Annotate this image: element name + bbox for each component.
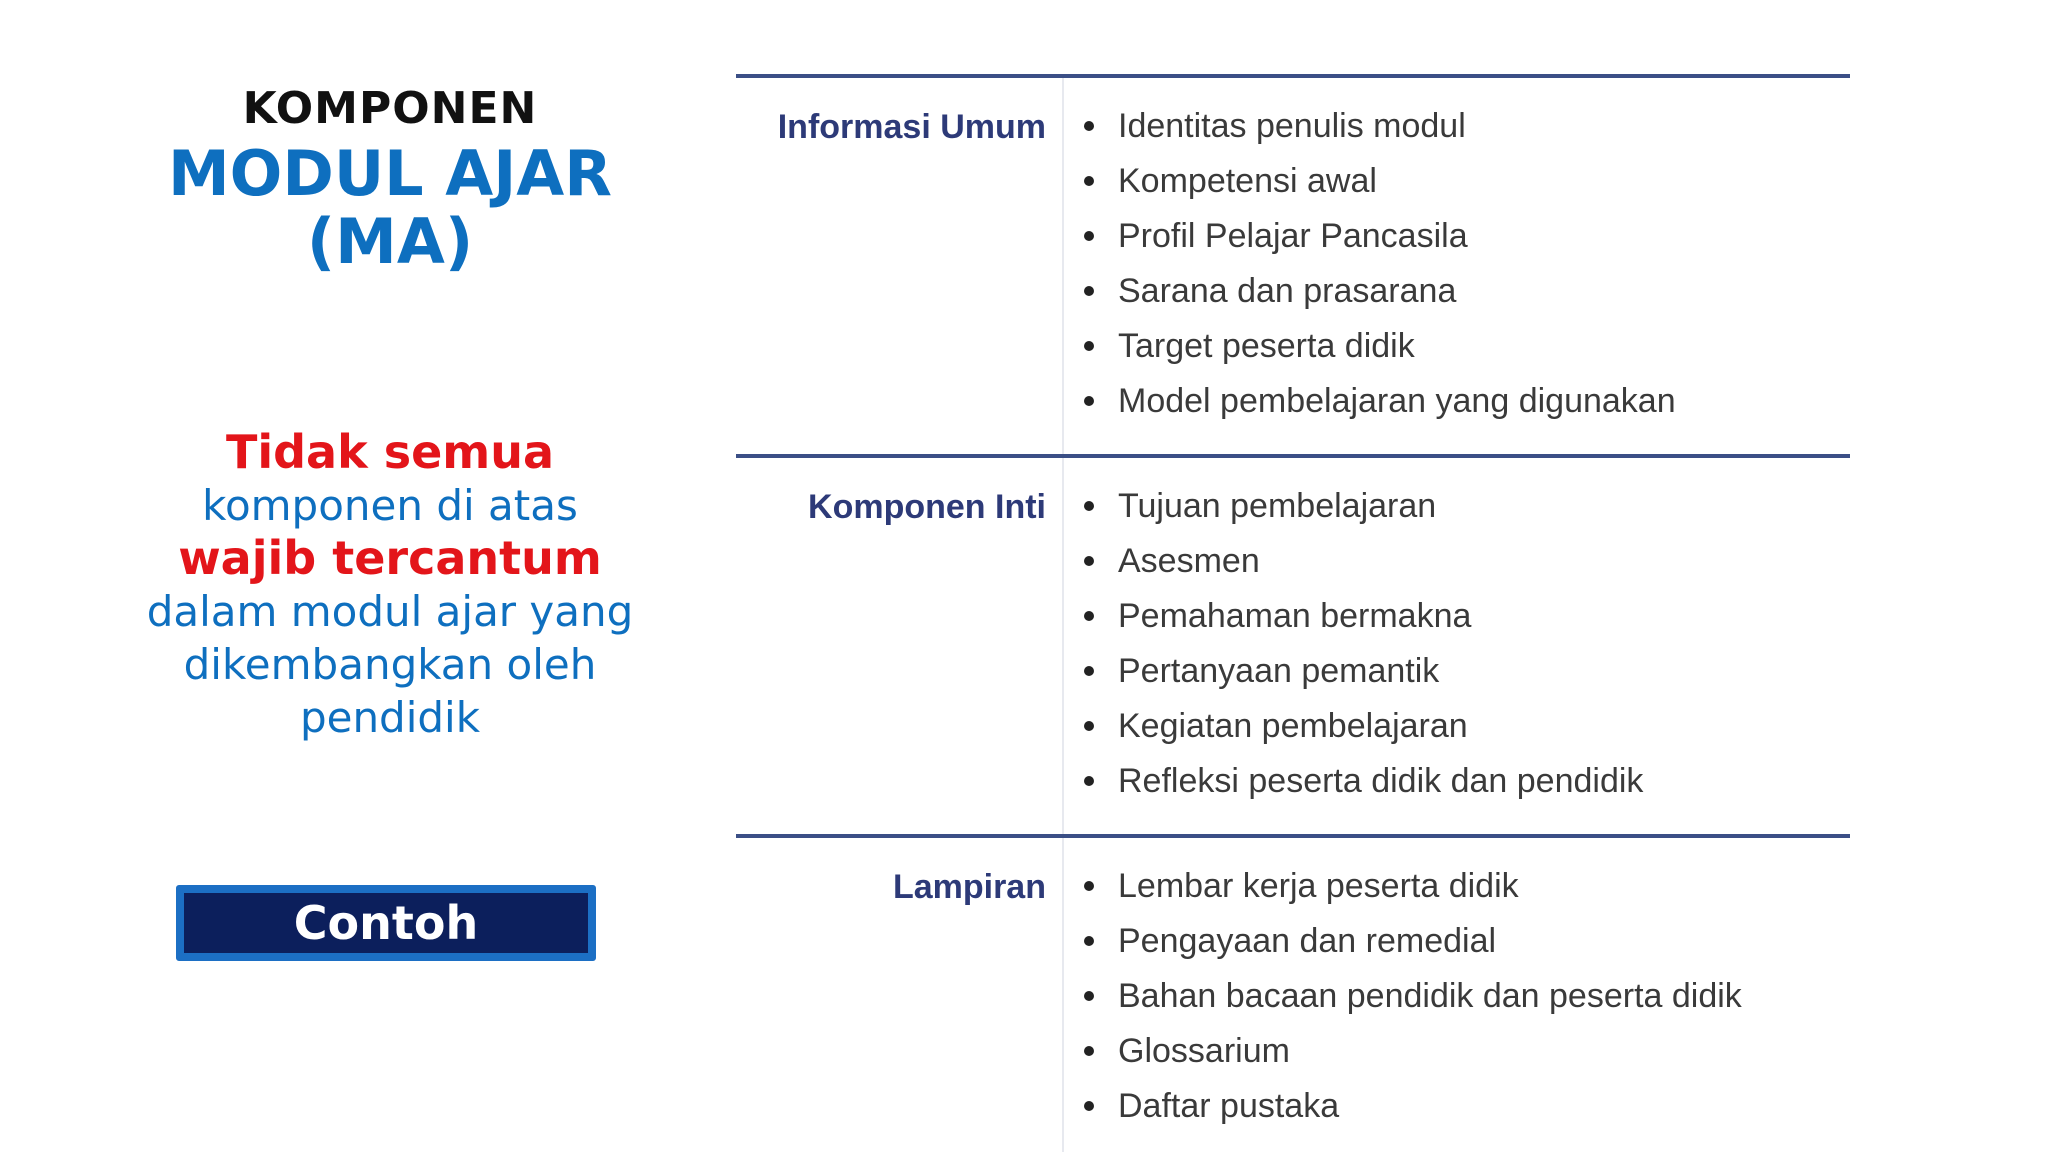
section-items: [1062, 78, 1850, 454]
contoh-button[interactable]: Contoh: [176, 885, 596, 961]
item-text: Identitas penulis modul: [1118, 107, 1466, 145]
item-text: Kompetensi awal: [1118, 162, 1377, 200]
bullet-icon: [1084, 666, 1094, 676]
list-item: [1064, 706, 1850, 761]
bullet-icon: [1084, 881, 1094, 891]
bullet-icon: [1084, 611, 1094, 621]
komponen-table: [736, 74, 1850, 1152]
list-item: [1064, 271, 1850, 326]
item-text: Glossarium: [1118, 1032, 1290, 1070]
list-item: [1064, 326, 1850, 381]
list-item: [1064, 106, 1850, 161]
section-items: [1062, 838, 1850, 1152]
item-text: Asesmen: [1118, 542, 1260, 580]
section-label: Komponen Inti: [808, 488, 1046, 526]
item-text: Bahan bacaan pendidik dan peserta didik: [1118, 977, 1742, 1015]
list-item: [1064, 651, 1850, 706]
table-row-komponen-inti: [736, 458, 1850, 838]
note-line-pendidik: pendidik: [299, 693, 481, 742]
item-text: Tujuan pembelajaran: [1118, 487, 1437, 525]
item-text: Sarana dan prasarana: [1118, 272, 1457, 310]
bullet-icon: [1084, 341, 1094, 351]
list-item: [1064, 1031, 1850, 1086]
item-text: Pemahaman bermakna: [1118, 597, 1472, 635]
item-text: Daftar pustaka: [1118, 1087, 1340, 1125]
item-text: Target peserta didik: [1118, 327, 1415, 365]
note-emphasis-wajib: wajib tercantum: [178, 531, 602, 585]
note-emphasis-tidak-semua: Tidak semua: [225, 425, 555, 479]
table-row-informasi-umum: [736, 78, 1850, 458]
item-text: Profil Pelajar Pancasila: [1118, 217, 1468, 255]
list-item: [1064, 976, 1850, 1031]
bullet-icon: [1084, 396, 1094, 406]
bullet-icon: [1084, 1101, 1094, 1111]
section-label: Lampiran: [892, 868, 1046, 906]
list-item: [1064, 921, 1850, 976]
list-item: [1064, 1086, 1850, 1141]
list-item: [1064, 866, 1850, 921]
list-item: [1064, 381, 1850, 436]
bullet-icon: [1084, 121, 1094, 131]
slide-title: [110, 78, 670, 276]
list-item: [1064, 216, 1850, 271]
note-line-dalam-modul: dalam modul ajar yang: [146, 587, 634, 636]
list-item: [1064, 596, 1850, 651]
note-line-dikembangkan: dikembangkan oleh: [183, 640, 597, 689]
bullet-icon: [1084, 286, 1094, 296]
section-items: [1062, 458, 1850, 834]
bullet-icon: [1084, 991, 1094, 1001]
bullet-icon: [1084, 776, 1094, 786]
title-line-modul-ajar: MODUL AJAR: [167, 137, 613, 210]
title-line-komponen: KOMPONEN: [242, 83, 538, 134]
title-line-ma: (MA): [306, 205, 474, 278]
bullet-icon: [1084, 176, 1094, 186]
section-label: Informasi Umum: [777, 108, 1046, 146]
item-text: Pertanyaan pemantik: [1118, 652, 1440, 690]
bullet-icon: [1084, 501, 1094, 511]
list-item: [1064, 161, 1850, 216]
list-item: [1064, 541, 1850, 596]
bullet-icon: [1084, 231, 1094, 241]
bullet-icon: [1084, 936, 1094, 946]
bullet-icon: [1084, 721, 1094, 731]
item-text: Refleksi peserta didik dan pendidik: [1118, 762, 1644, 800]
table-row-lampiran: [736, 838, 1850, 1152]
item-text: Kegiatan pembelajaran: [1118, 707, 1468, 745]
bullet-icon: [1084, 556, 1094, 566]
bullet-icon: [1084, 1046, 1094, 1056]
note-line-komponen: komponen di atas: [202, 481, 578, 530]
list-item: [1064, 486, 1850, 541]
item-text: Pengayaan dan remedial: [1118, 922, 1497, 960]
list-item: [1064, 761, 1850, 816]
left-panel: [110, 0, 670, 1152]
note-text: [110, 426, 670, 744]
item-text: Model pembelajaran yang digunakan: [1118, 382, 1676, 420]
item-text: Lembar kerja peserta didik: [1118, 867, 1519, 905]
